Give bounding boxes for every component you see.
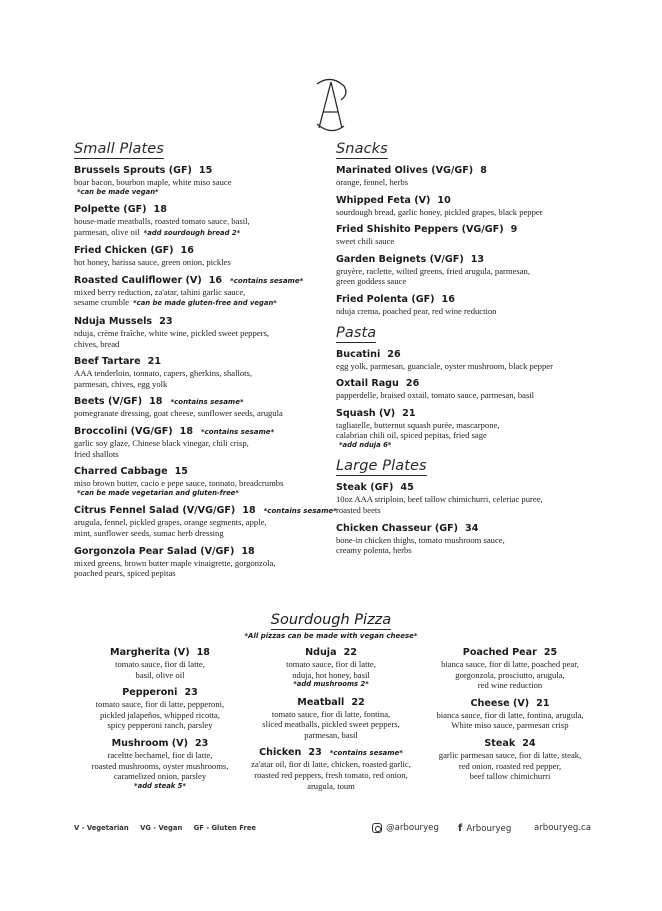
item-name: Gorgonzola Pear Salad (V/GF)	[74, 545, 235, 557]
item-name: Steak	[484, 737, 516, 749]
item-desc: mint, sunflower seeds, sumac herb dressing	[74, 527, 224, 538]
item-note: *can be made vegan*	[77, 187, 159, 196]
item-desc: spicy pepperoni ranch, parsley	[107, 720, 213, 731]
item-name: Chicken Chasseur (GF)	[336, 522, 459, 534]
item-desc: parmesan, basil	[304, 729, 358, 740]
item-price: 21	[147, 356, 162, 368]
item-price: 23	[159, 316, 173, 328]
item-desc: roasted mushrooms, oyster mushrooms,	[91, 760, 229, 771]
item-price: 26	[405, 378, 420, 390]
item-desc: poached pears, spiced pepitas	[74, 568, 176, 579]
item-price: 22	[351, 696, 365, 708]
menu-item	[336, 294, 596, 317]
item-desc: egg yolk, parmesan, guanciale, oyster mushroom, black pepper	[336, 360, 553, 371]
item-name: Cheese (V)	[470, 697, 530, 709]
menu-item	[74, 165, 334, 197]
item-price: 8	[480, 165, 487, 176]
pizza-column-2	[232, 647, 430, 798]
pizza-column-1	[60, 647, 260, 798]
pizza-header	[0, 611, 662, 640]
item-name: Bucatini	[336, 348, 381, 360]
item-price: 13	[470, 253, 485, 265]
menu-item	[74, 316, 334, 349]
legend-item: GF - Gluten Free	[193, 824, 257, 832]
item-desc: red onion, roasted red pepper,	[458, 760, 562, 771]
item-name: Garden Beignets (V/GF)	[336, 253, 464, 265]
pizza-column-3	[410, 647, 610, 789]
menu-item	[336, 195, 596, 218]
menu-item	[336, 378, 596, 401]
item-desc: papperdelle, braised oxtail, tomato sauce, parmesan, basil	[336, 390, 535, 401]
item-name: Steak (GF)	[336, 482, 394, 494]
pizza-item	[60, 738, 260, 791]
item-note: *can be made gluten-free and vegan*	[133, 299, 277, 308]
pizza-item	[60, 687, 260, 731]
facebook-icon: f	[458, 823, 463, 834]
item-name: Marinated Olives (VG/GF)	[336, 165, 474, 176]
menu-item	[74, 356, 334, 389]
item-name: Poached Pear	[462, 647, 537, 658]
item-desc: creamy polenta, herbs	[336, 545, 412, 556]
facebook-link[interactable]	[458, 823, 511, 834]
item-price: 22	[343, 647, 357, 658]
item-name: Fried Polenta (GF)	[336, 293, 435, 305]
item-desc: 10oz AAA striploin, beef tallow chimichurri, celeriac puree,	[336, 494, 543, 505]
item-price: 25	[543, 647, 558, 658]
item-price: 16	[441, 293, 455, 305]
item-desc: tagliatelle, butternut squash purée, mascarpone,	[336, 419, 500, 430]
menu-item	[74, 204, 334, 238]
item-price: 21	[402, 407, 416, 419]
menu-item	[336, 254, 596, 287]
item-price: 18	[196, 647, 210, 658]
item-tag: *contains sesame*	[263, 507, 337, 516]
item-desc: parmesan, chives, egg yolk	[74, 378, 168, 389]
item-desc: green goddess sauce	[336, 276, 407, 287]
instagram-icon	[372, 823, 382, 833]
item-price: 15	[174, 466, 188, 478]
item-desc: miso brown butter, cacio e pepe sauce, tonnato, breadcrumbs	[74, 478, 284, 489]
large-plates-title: Large Plates	[336, 458, 427, 475]
item-desc: mixed greens, brown butter maple vinaigrette, gorgonzola,	[74, 557, 276, 568]
item-price: 23	[195, 737, 209, 749]
dietary-legend	[74, 824, 265, 832]
item-name: Polpette (GF)	[74, 204, 147, 216]
pizza-item	[60, 647, 260, 680]
item-price: 16	[208, 274, 223, 286]
item-name: Brussels Sprouts (GF)	[74, 165, 192, 176]
arbour-logo	[311, 76, 351, 136]
item-name: Nduja	[305, 647, 337, 658]
instagram-link[interactable]	[372, 823, 439, 833]
item-tag: *contains sesame*	[201, 428, 275, 437]
item-desc: tomato sauce, fior di latte,	[115, 659, 205, 669]
item-desc: pomegranate dressing, goat cheese, sunflower seeds, arugula	[74, 408, 283, 419]
item-price: 26	[387, 348, 401, 360]
menu-item	[74, 505, 337, 538]
item-desc: calabrian chili oil, spiced pepitas, fried sage	[336, 430, 487, 441]
item-name: Margherita (V)	[110, 647, 190, 658]
item-desc: nduja, crème fraîche, white wine, pickled sweet peppers,	[74, 328, 269, 339]
item-price: 18	[153, 204, 167, 216]
item-desc: arugula, fennel, pickled grapes, orange segments, apple,	[74, 517, 267, 528]
item-desc: nduja, hot honey, basil	[292, 669, 370, 680]
menu-item	[74, 426, 334, 459]
menu-item	[336, 224, 596, 247]
item-price: 18	[242, 505, 256, 517]
item-note: *add nduja 6*	[339, 440, 392, 449]
item-desc: nduja crema, poached pear, red wine reduction	[336, 305, 497, 316]
item-note: *can be made vegetarian and gluten-free*	[77, 488, 239, 497]
pasta-title: Pasta	[336, 324, 377, 341]
item-desc: bianca sauce, fior di latte, poached pear,	[441, 659, 579, 669]
item-desc: raceltte bechamel, fior di latte,	[107, 749, 213, 760]
item-desc: bianca sauce, fior di latte, fontina, arugula,	[436, 709, 584, 720]
item-name: Fried Chicken (GF)	[74, 245, 174, 257]
item-name: Pepperoni	[122, 687, 178, 699]
item-desc: parmesan, olive oil	[74, 226, 140, 237]
pizza-title: Sourdough Pizza	[270, 612, 392, 628]
item-desc: arugula, toum	[307, 780, 355, 791]
item-desc: hot honey, harissa sauce, green onion, pickles	[74, 257, 231, 268]
item-name: Charred Cabbage	[74, 466, 168, 478]
menu-item	[336, 523, 596, 556]
item-desc: beef tallow chimichurri	[469, 771, 551, 782]
item-desc: White miso sauce, parmesan crisp	[451, 720, 569, 731]
instagram-handle: @arbouryeg	[386, 823, 439, 833]
menu-item	[336, 408, 596, 451]
item-price: 23	[184, 687, 198, 699]
item-price: 23	[308, 747, 322, 759]
item-name: Broccolini (VG/GF)	[74, 426, 173, 438]
item-tag: *contains sesame*	[329, 749, 403, 758]
item-desc: sliced meatballs, pickled sweet peppers,	[262, 719, 400, 730]
small-plates-title: Small Plates	[74, 141, 164, 157]
left-column	[74, 140, 337, 586]
item-price: 24	[522, 737, 536, 749]
item-name: Roasted Cauliflower (V)	[74, 274, 202, 286]
item-price: 45	[400, 482, 414, 494]
snacks-title: Snacks	[336, 141, 388, 157]
item-name: Fried Shishito Peppers (VG/GF)	[336, 224, 504, 236]
item-name: Nduja Mussels	[74, 316, 153, 328]
item-name: Whipped Feta (V)	[336, 194, 431, 206]
item-desc: gorgonzola, prosciutto, arugula,	[455, 669, 565, 680]
item-desc: caramelized onion, parsley	[113, 771, 207, 782]
menu-item	[74, 466, 334, 498]
pizza-subtitle: *All pizzas can be made with vegan cheese*	[244, 632, 418, 640]
item-desc: sourdough bread, garlic honey, pickled grapes, black pepper	[336, 206, 543, 217]
item-desc: sesame crumble	[74, 297, 130, 308]
item-name: Chicken	[259, 747, 302, 759]
item-desc: mixed berry reduction, za'atar, tahini garlic sauce,	[74, 286, 246, 297]
item-name: Citrus Fennel Salad (V/VG/GF)	[74, 505, 236, 517]
item-price: 18	[149, 396, 163, 408]
pizza-item	[232, 747, 430, 791]
item-note: *add sourdough bread 2*	[143, 228, 241, 237]
item-name: Mushroom (V)	[111, 737, 188, 749]
item-name: Meatball	[297, 696, 345, 708]
menu-item	[74, 396, 334, 419]
item-price: 18	[179, 426, 193, 438]
item-desc: bone-in chicken thighs, tomato mushroom sauce,	[336, 534, 505, 545]
item-desc: roasted red peppers, fresh tomato, red onion,	[254, 770, 408, 781]
item-desc: fried shallots	[74, 448, 119, 459]
legend-item: VG - Vegan	[140, 824, 183, 832]
item-price: 21	[536, 697, 550, 709]
footer	[0, 823, 662, 837]
item-price: 16	[180, 245, 194, 257]
item-price: 34	[465, 522, 479, 534]
item-desc: house-made meatballs, roasted tomato sauce, basil,	[74, 216, 250, 227]
pizza-item	[410, 647, 610, 691]
item-desc: tomato sauce, fior di latte, fontina,	[271, 708, 391, 719]
item-tag: *contains sesame*	[170, 398, 244, 407]
menu-item	[74, 546, 334, 579]
item-name: Squash (V)	[336, 407, 396, 419]
website-link[interactable]	[534, 823, 591, 833]
menu-item	[74, 275, 334, 309]
item-tag: *contains sesame*	[230, 276, 304, 285]
menu-item	[336, 482, 596, 515]
item-desc: AAA tenderloin, tonnato, capers, gherkins, shallots,	[74, 368, 253, 379]
item-name: Beets (V/GF)	[74, 396, 143, 408]
menu-item	[336, 349, 596, 372]
item-desc: sweet chili sauce	[336, 236, 395, 247]
item-name: Oxtail Ragu	[336, 378, 399, 390]
facebook-handle: Arbouryeg	[466, 823, 512, 834]
item-desc: garlic parmesan sauce, fior di latte, steak,	[438, 749, 582, 760]
item-price: 10	[437, 194, 451, 206]
right-column	[336, 140, 596, 563]
menu-item	[336, 165, 596, 188]
pizza-item	[410, 738, 610, 782]
item-name: Beef Tartare	[74, 356, 141, 368]
item-desc: red wine reduction	[477, 680, 543, 691]
item-desc: garlic soy glaze, Chinese black vinegar, chili crisp,	[74, 438, 249, 449]
item-desc: orange, fennel, herbs	[336, 177, 409, 187]
pizza-item	[232, 647, 430, 690]
menu-item	[74, 245, 334, 268]
item-desc: gruyère, raclette, wilted greens, fried arugula, parmesan,	[336, 265, 530, 276]
item-desc: tomato sauce, fior di latte,	[286, 659, 376, 669]
item-desc: roasted beets	[336, 505, 381, 516]
item-desc: za'atar oil, fior di latte, chicken, roasted garlic,	[251, 759, 411, 770]
website-url: arbouryeg.ca	[534, 823, 592, 833]
item-note: *add steak 5*	[134, 781, 186, 790]
item-desc: pickled jalapeños, whipped ricotta,	[99, 709, 221, 720]
item-desc: tomato sauce, fior di latte, pepperoni,	[95, 699, 225, 710]
item-desc: basil, olive oil	[135, 669, 185, 680]
item-desc: chives, bread	[74, 338, 120, 349]
legend-item: V - Vegetarian	[74, 824, 129, 832]
item-note: *add mushrooms 2*	[293, 680, 369, 689]
pizza-item	[232, 697, 430, 741]
item-price: 18	[241, 545, 255, 557]
item-desc: boar bacon, bourbon maple, white miso sauce	[74, 177, 232, 187]
pizza-item	[410, 698, 610, 731]
item-price: 9	[510, 224, 518, 236]
item-price: 15	[198, 165, 213, 176]
